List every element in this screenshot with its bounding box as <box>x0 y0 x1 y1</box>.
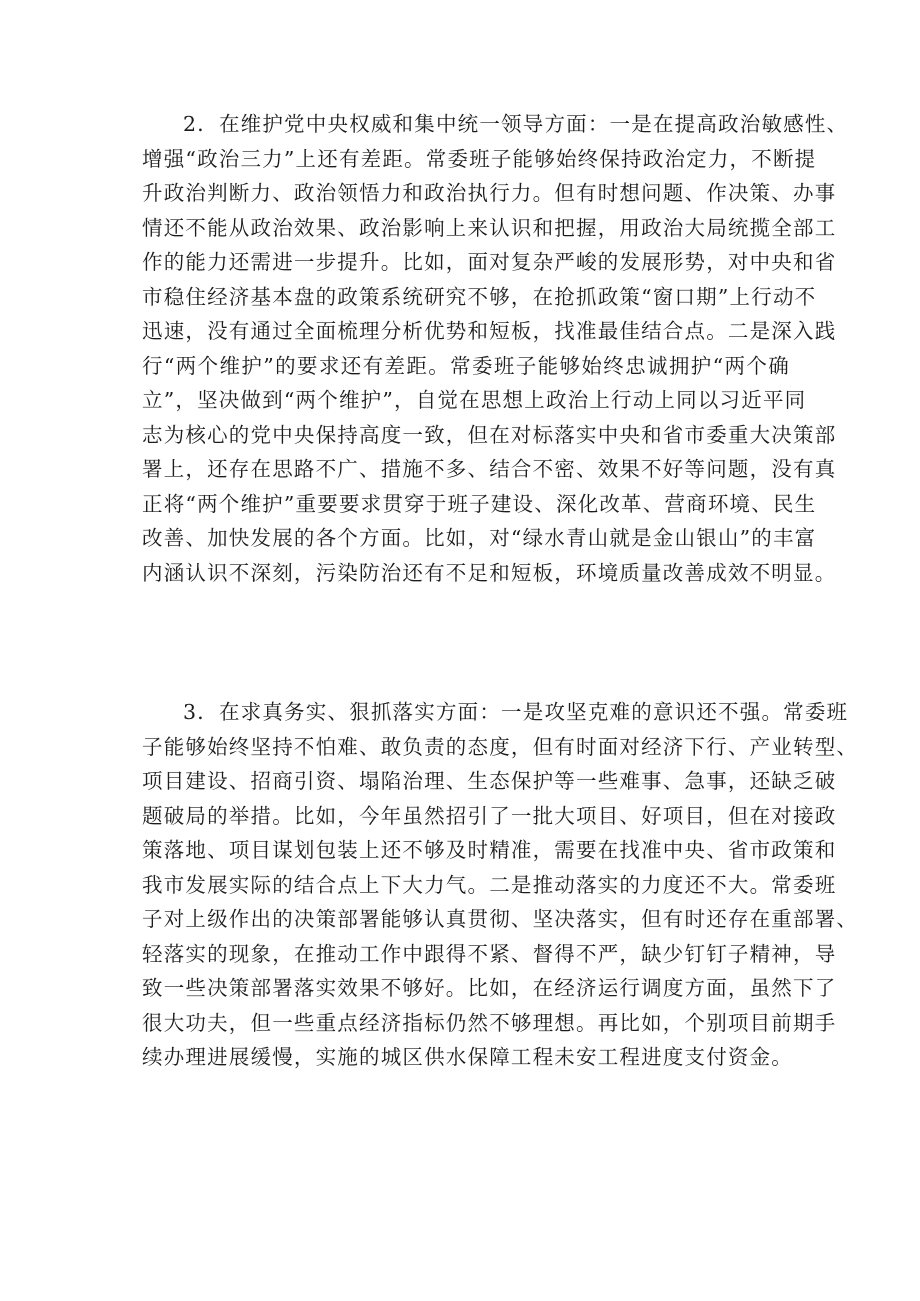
paragraph-2-line: 改善、加快发展的各个方面。比如，对“绿水青山就是金山银山”的丰富 <box>142 526 817 550</box>
paragraph-2-line: 署上，还存在思路不广、措施不多、结合不密、效果不好等问题，没有真 <box>142 457 837 481</box>
paragraph-2-line: 作的能力还需进一步提升。比如，面对复杂严峻的发展形势，对中央和省 <box>142 250 837 274</box>
paragraph-2-line: 增强“政治三力”上还有差距。常委班子能够始终保持政治定力，不断提 <box>142 146 817 171</box>
paragraph-2-line: 迅速，没有通过全面梳理分析优势和短板，找准最佳结合点。二是深入践 <box>142 319 837 343</box>
paragraph-3-line: 子对上级作出的决策部署能够认真贯彻、坚决落实，但有时还存在重部署、 <box>142 907 859 931</box>
paragraph-3-line: 很大功夫，但一些重点经济指标仍然不够理想。再比如，个别项目前期手 <box>142 1010 837 1035</box>
paragraph-2-line: 内涵认识不深刻，污染防治还有不足和短板，环境质量改善成效不明显。 <box>142 560 837 585</box>
paragraph-3-line: 策落地、项目谋划包装上还不够及时精准，需要在找准中央、省市政策和 <box>142 838 837 862</box>
paragraph-3-line: 致一些决策部署落实效果不够好。比如，在经济运行调度方面，虽然下了 <box>142 976 837 1000</box>
paragraph-2-line: 情还不能从政治效果、政治影响上来认识和把握，用政治大局统揽全部工 <box>142 215 837 240</box>
paragraph-3-line: 续办理进展缓慢，实施的城区供水保障工程未安工程进度支付资金。 <box>142 1045 793 1069</box>
paragraph-3-line: 题破局的举措。比如，今年虽然招引了一批大项目、好项目，但在对接政 <box>142 803 837 828</box>
paragraph-3-line: 3．在求真务实、狠抓落实方面：一是攻坚克难的意识还不强。常委班 <box>183 700 849 724</box>
paragraph-2-line: 2．在维护党中央权威和集中统一领导方面：一是在提高政治敏感性、 <box>183 112 849 136</box>
paragraph-2-line: 市稳住经济基本盘的政策系统研究不够，在抢抓政策“窗口期”上行动不 <box>142 284 817 309</box>
paragraph-2-line: 立”，坚决做到“两个维护”，自觉在思想上政治上行动上同以习近平同 <box>142 388 807 412</box>
paragraph-2-line: 升政治判断力、政治领悟力和政治执行力。但有时想问题、作决策、办事 <box>142 181 837 205</box>
paragraph-2-line: 行“两个维护”的要求还有差距。常委班子能够始终忠诚拥护“两个确 <box>142 353 790 378</box>
paragraph-3-line: 子能够始终坚持不怕难、敢负责的态度，但有时面对经济下行、产业转型、 <box>142 734 859 759</box>
paragraph-3-line: 我市发展实际的结合点上下大力气。二是推动落实的力度还不大。常委班 <box>142 872 837 897</box>
paragraph-3-line: 项目建设、招商引资、塌陷治理、生态保护等一些难事、急事，还缺乏破 <box>142 769 837 793</box>
paragraph-2-line: 志为核心的党中央保持高度一致，但在对标落实中央和省市委重大决策部 <box>142 422 837 447</box>
paragraph-3-line: 轻落实的现象，在推动工作中跟得不紧、督得不严，缺少钉钉子精神，导 <box>142 941 837 966</box>
paragraph-2-line: 正将“两个维护”重要要求贯穿于班子建设、深化改革、营商环境、民生 <box>142 491 817 516</box>
